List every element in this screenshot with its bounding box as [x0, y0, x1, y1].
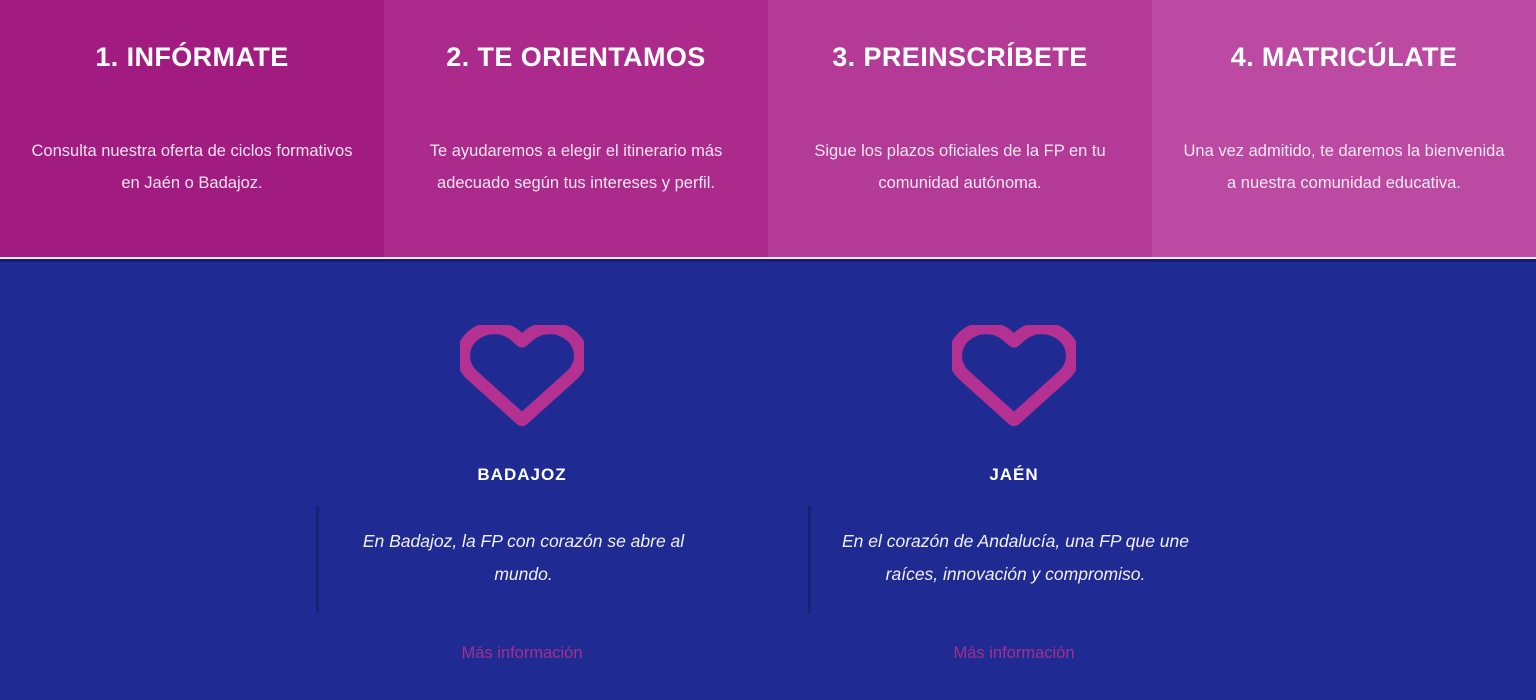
step-column-informate: [0, 0, 384, 257]
campus-name: BADAJOZ: [477, 465, 567, 484]
step-description: Consulta nuestra oferta de ciclos formativos en Jaén o Badajoz.: [31, 142, 353, 192]
campus-card-jaen: [808, 325, 1220, 663]
step-description: Te ayudaremos a elegir el itinerario más adecuado según tus intereses y perfil.: [429, 142, 723, 192]
campus-quote: En el corazón de Andalucía, una FP que une raíces, innovación y compromiso.: [808, 506, 1220, 613]
campus-card-badajoz: [316, 325, 728, 663]
heart-icon: [952, 325, 1076, 435]
campus-name: JAÉN: [989, 465, 1039, 484]
campuses-section: [0, 259, 1536, 700]
steps-row: [0, 0, 1536, 257]
more-info-link-jaen[interactable]: Más información: [953, 644, 1075, 662]
heart-icon: [460, 325, 584, 435]
step-column-orientamos: [384, 0, 768, 257]
step-description: Sigue los plazos oficiales de la FP en tu comunidad autónoma.: [814, 142, 1106, 192]
step-title: 3. PREINSCRÍBETE: [832, 42, 1088, 72]
step-description: Una vez admitido, te daremos la bienvenida a nuestra comunidad educativa.: [1183, 142, 1505, 192]
step-column-matriculate: [1152, 0, 1536, 257]
step-column-preinscribete: [768, 0, 1152, 257]
campus-quote: En Badajoz, la FP con corazón se abre al mundo.: [316, 506, 728, 613]
campuses-container: [0, 259, 1536, 663]
step-title: 4. MATRICÚLATE: [1230, 42, 1458, 72]
step-title: 2. TE ORIENTAMOS: [446, 42, 706, 72]
more-info-link-badajoz[interactable]: Más información: [461, 644, 583, 662]
step-title: 1. INFÓRMATE: [95, 42, 289, 72]
